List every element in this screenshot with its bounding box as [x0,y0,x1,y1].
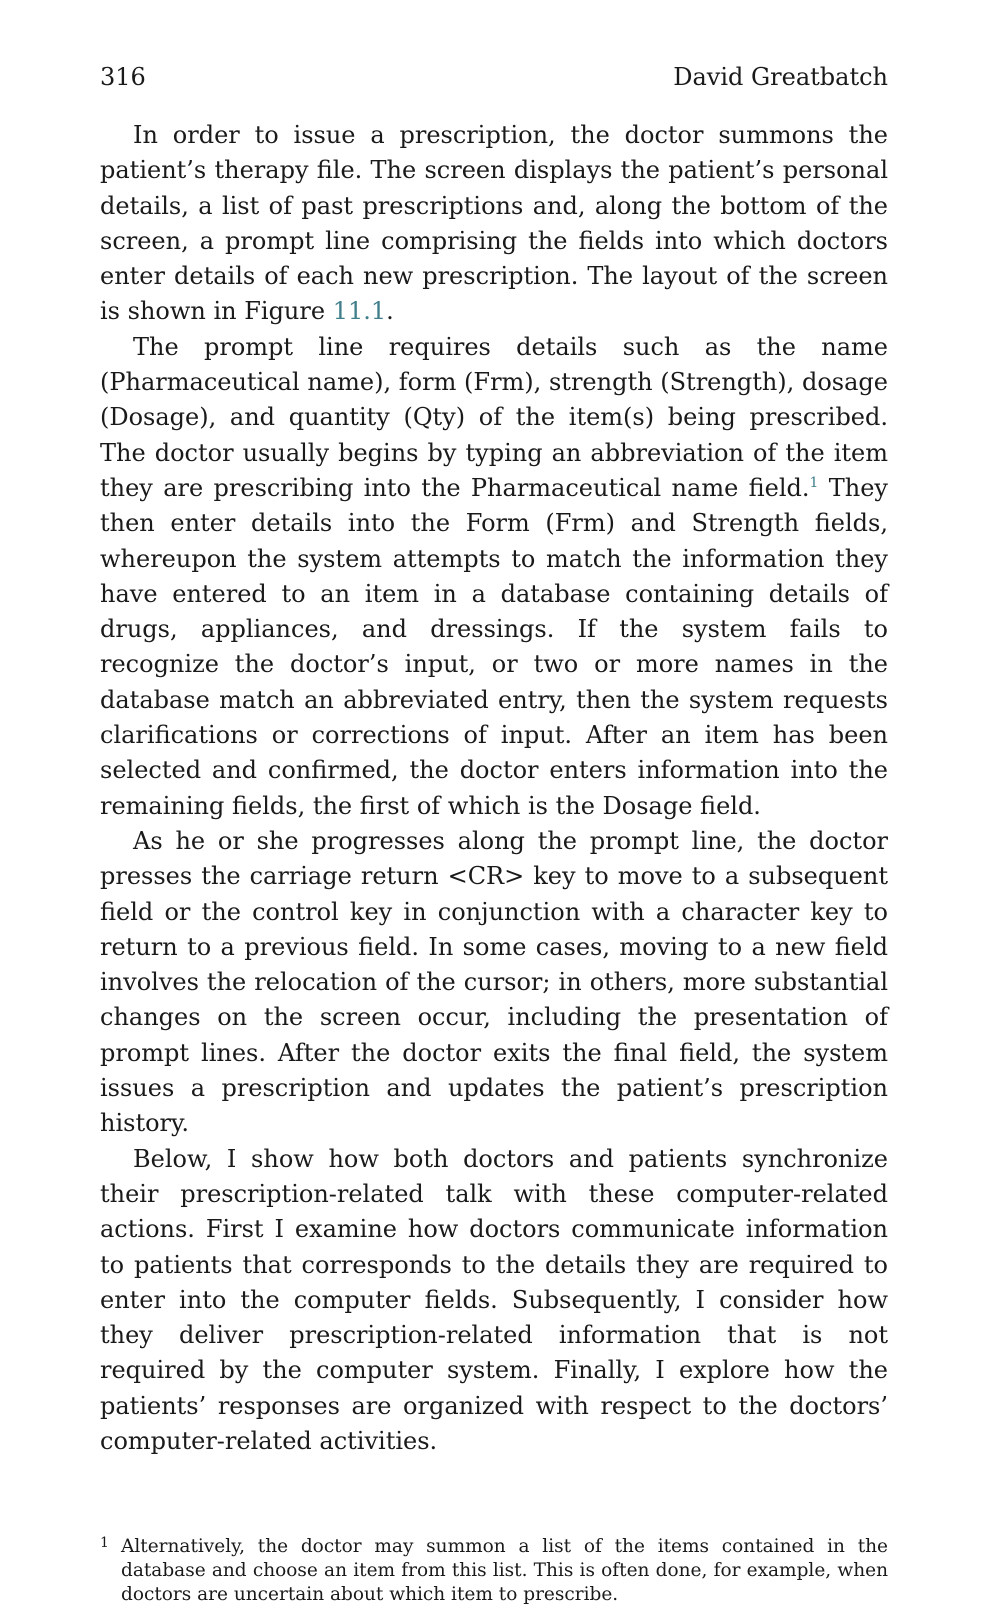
footnote-marker-link[interactable]: 1 [809,474,819,491]
paragraph-text: As he or she progresses along the prompt line, the doctor presses the carriage return <CR> key to move to a subsequent field or the control key in conjunction with a character key to return to a previous field. In some cases, moving to a new field involves the relocation of the cursor; in others, more substantial changes on the screen occur, including the presentation of prompt lines. After the doctor exits the final field, the system issues a prescription and updates the patient’s prescription history. [100,826,888,1138]
footnote [100,1535,888,1607]
running-title: David Greatbatch [673,63,888,91]
book-page [100,62,888,1607]
paragraph-text: In order to issue a prescription, the doctor summons the patient’s therapy file. The screen displays the patient’s personal details, a list of past prescriptions and, along the bottom of the screen, a prompt line comprising the fields into which doctors enter details of each new prescription. The layout of the screen is shown in Figure [100,121,888,326]
running-head [100,62,888,92]
paragraph-text: The prompt line requires details such as the name (Pharmaceutical name), form (Frm), strength (Strength), dosage (Dosage), and quantity (Qty) of the item(s) being prescribed. The doctor usually begins by typing an abbreviation of the item they are prescribing into the Pharmaceutical name field. [100,332,888,502]
paragraph-4 [100,1142,888,1460]
paragraph-3 [100,824,888,1142]
figure-reference-link[interactable]: 11.1 [332,297,387,326]
body-text [100,118,888,1459]
paragraph-text-end: . [386,297,394,326]
page-number: 316 [100,63,146,91]
paragraph-text: Below, I show how both doctors and patients synchronize their prescription-related talk with these computer-related actions. First I examine how doctors communicate information to patients that corresponds to the details they are required to enter into the computer fields. Subsequently, I consider how they deliver prescription-related information that is not required by the computer system. Finally, I explore how the patients’ responses are organized with respect to the doctors’ computer-related activities. [100,1144,888,1455]
footnote-text: Alternatively, the doctor may summon a list of the items contained in the database and choose an item from this list. This is often done, for example, when doctors are uncertain about which item to prescribe. [121,1536,888,1606]
paragraph-2 [100,330,888,824]
footnotes [100,1535,888,1607]
footnote-number: 1 [100,1535,109,1552]
paragraph-1 [100,118,888,330]
paragraph-text-continued: They then enter details into the Form (Frm) and Strength fields, whereupon the system attempts to match the information they have entered to an item in a database containing details of drugs, appliances, and dressings. If the system fails to recognize the doctor’s input, or two or more names in the database match an abbreviated entry, then the system requests clarifications or corrections of input. After an item has been selected and confirmed, the doctor enters information into the remaining fields, the first of which is the Dosage field. [100,473,888,820]
